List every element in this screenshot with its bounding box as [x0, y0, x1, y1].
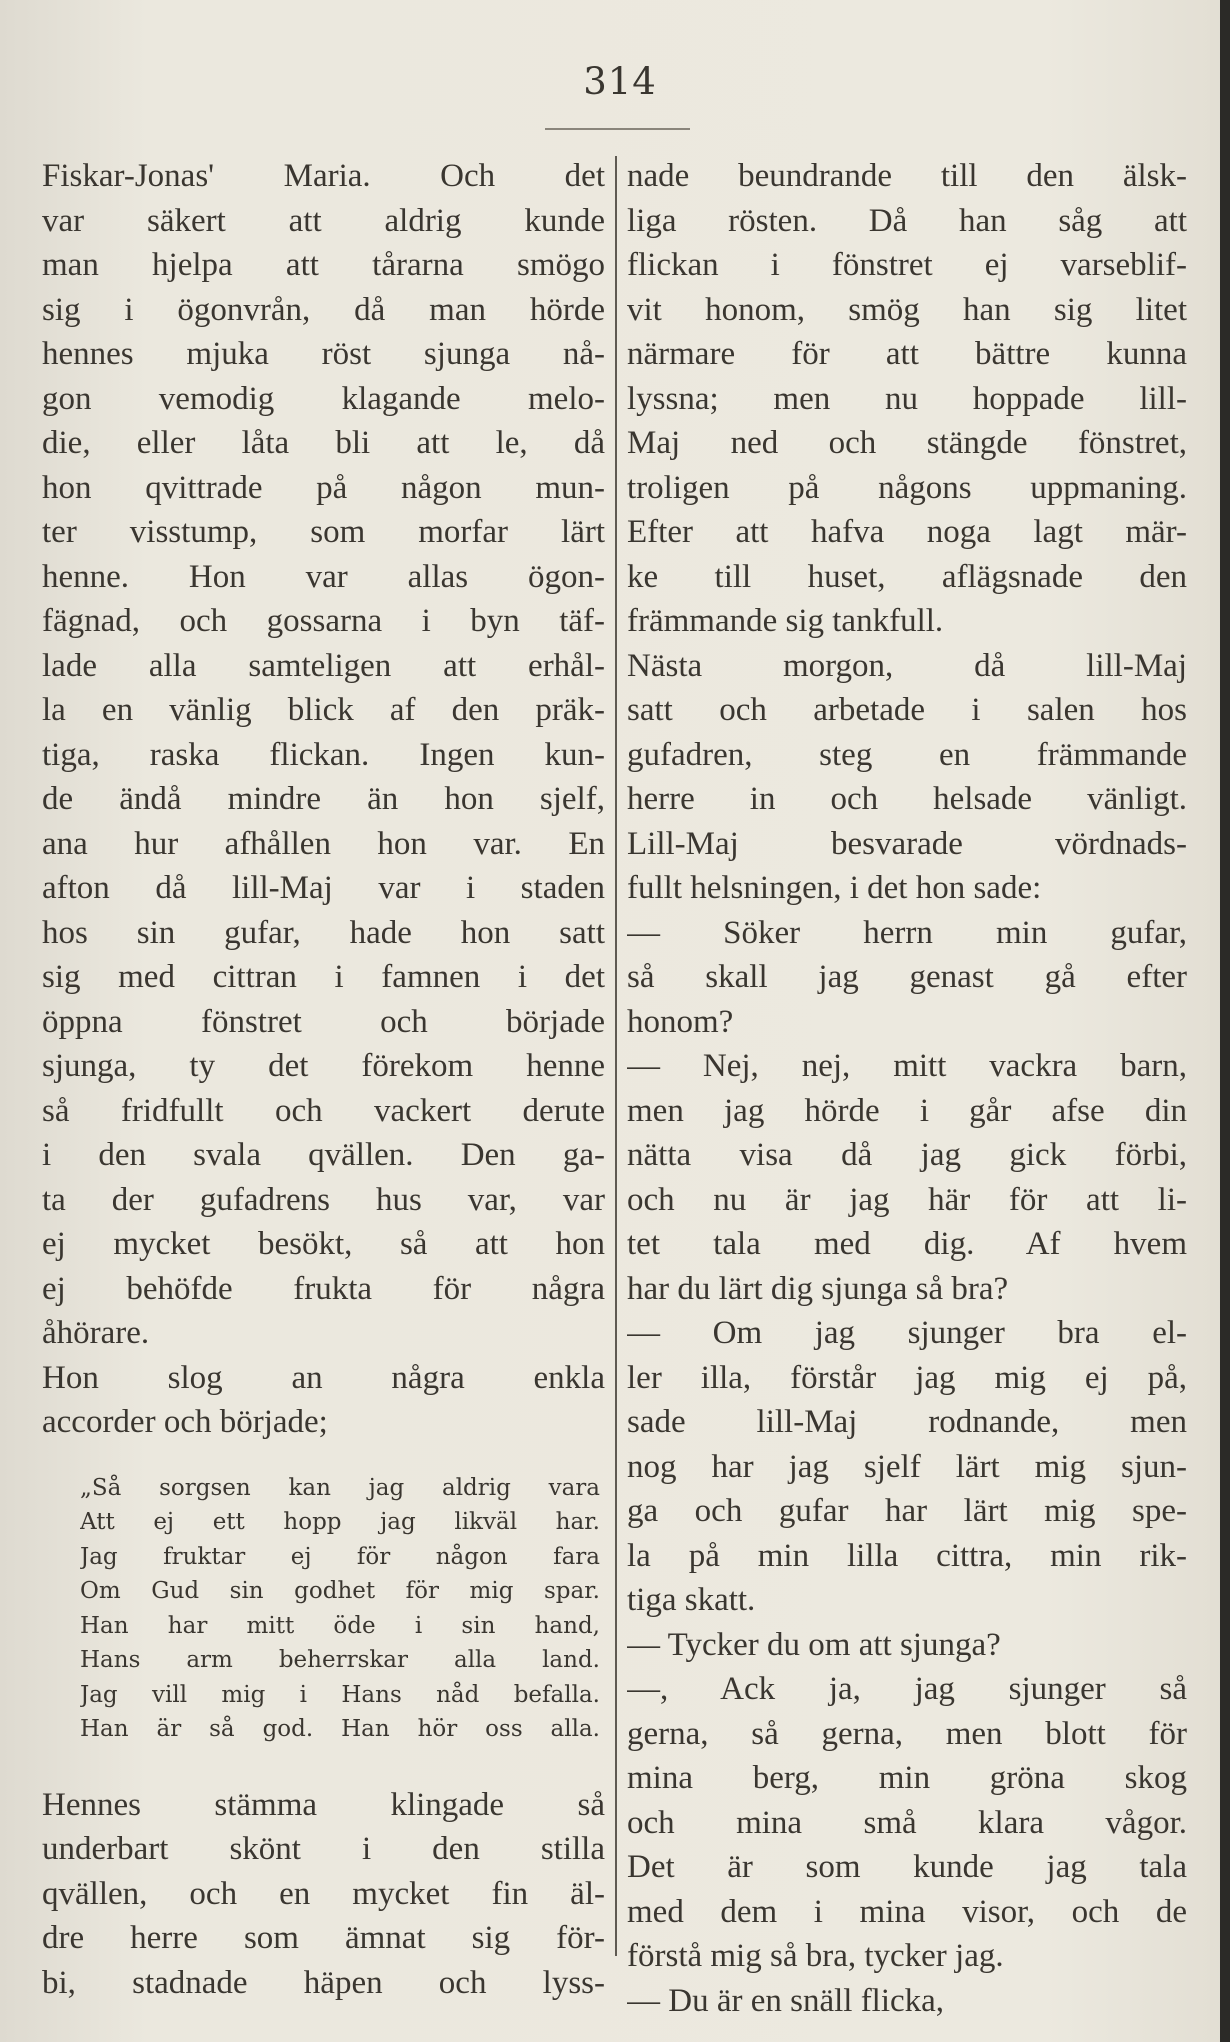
text-line: underbart skönt i den stilla: [42, 1831, 605, 1867]
left-text-after-poem: [42, 1783, 605, 2006]
text-line: Nästa morgon, då lill-Maj: [627, 647, 1187, 684]
text-line: tiga skatt.: [627, 1582, 756, 1618]
poem-line: Han är så god. Han hör oss alla.: [80, 1716, 600, 1742]
text-line: i den svala qvällen. Den ga-: [42, 1137, 605, 1173]
poem-line: Han har mitt öde i sin hand,: [80, 1612, 600, 1639]
text-line: flickan i fönstret ej varseblif-: [627, 247, 1187, 283]
text-line: Det är som kunde jag tala: [627, 1849, 1187, 1885]
poem: [80, 1471, 600, 1747]
text-line: vit honom, smög han sig litet: [627, 291, 1187, 328]
page-edge: [1220, 0, 1230, 2042]
column-divider: [615, 156, 617, 1956]
poem-line: Om Gud sin godhet för mig spar.: [80, 1578, 600, 1604]
text-line: öppna fönstret och började: [42, 1003, 605, 1040]
text-line: främmande sig tankfull.: [627, 603, 944, 639]
text-line: med dem i mina visor, och de: [627, 1893, 1187, 1930]
text-line: — Söker herrn min gufar,: [627, 914, 1187, 951]
text-line: gerna, så gerna, men blott för: [627, 1715, 1187, 1752]
left-text-before-poem: [42, 154, 605, 1445]
text-line: — Tycker du om att sjunga?: [627, 1626, 1001, 1663]
text-line: förstå mig så bra, tycker jag.: [627, 1938, 1004, 1974]
text-line: har du lärt dig sjunga så bra?: [627, 1270, 1009, 1307]
text-line: nätta visa då jag gick förbi,: [627, 1137, 1187, 1173]
text-line: liga rösten. Då han såg att: [627, 202, 1187, 239]
text-line: så fridfullt och vackert derute: [42, 1092, 605, 1129]
text-line: fullt helsningen, i det hon sade:: [627, 870, 1042, 906]
text-line: närmare för att bättre kunna: [627, 336, 1187, 372]
text-line: henne. Hon var allas ögon-: [42, 558, 605, 595]
text-line: ke till huset, aflägsnade den: [627, 558, 1187, 595]
text-line: sade lill-Maj rodnande, men: [627, 1404, 1187, 1440]
text-line: de ändå mindre än hon sjelf,: [42, 781, 605, 817]
text-line: ga och gufar har lärt mig spe-: [627, 1493, 1187, 1529]
text-line: ana hur afhållen hon var. En: [42, 825, 605, 862]
text-line: Hennes stämma klingade så: [42, 1786, 605, 1823]
text-line: man hjelpa att tårarna smögo: [42, 247, 605, 283]
text-line: satt och arbetade i salen hos: [627, 692, 1187, 728]
text-line: honom?: [627, 1003, 734, 1040]
text-line: — Om jag sjunger bra el-: [627, 1315, 1187, 1351]
text-line: mina berg, min gröna skog: [627, 1760, 1187, 1796]
text-line: var säkert att aldrig kunde: [42, 202, 605, 239]
page-number: 314: [583, 60, 657, 103]
poem-line: Jag fruktar ej för någon fara: [80, 1543, 600, 1570]
text-line: Maj ned och stängde fönstret,: [627, 425, 1187, 461]
text-line: och nu är jag här för att li-: [627, 1181, 1187, 1218]
left-column: [42, 154, 605, 2005]
text-line: —, Ack ja, jag sjunger så: [627, 1671, 1187, 1707]
text-line: lyssna; men nu hoppade lill-: [627, 380, 1187, 417]
text-line: så skall jag genast gå efter: [627, 959, 1187, 995]
text-line: troligen på någons uppmaning.: [627, 469, 1187, 506]
text-line: och mina små klara vågor.: [627, 1804, 1187, 1841]
right-column: [627, 154, 1187, 2023]
text-line: accorder och började;: [42, 1404, 328, 1440]
text-line: — Nej, nej, mitt vackra barn,: [627, 1048, 1187, 1084]
text-line: ta der gufadrens hus var, var: [42, 1181, 605, 1218]
text-line: qvällen, och en mycket fin äl-: [42, 1875, 605, 1912]
poem-line: Hans arm beherrskar alla land.: [80, 1647, 600, 1673]
text-line: tet tala med dig. Af hvem: [627, 1226, 1187, 1262]
text-line: la en vänlig blick af den präk-: [42, 692, 605, 728]
text-line: Fiskar-Jonas' Maria. Och det: [42, 158, 605, 194]
text-line: afton då lill-Maj var i staden: [42, 870, 605, 906]
text-line: åhörare.: [42, 1315, 150, 1351]
text-line: Hon slog an några enkla: [42, 1359, 605, 1396]
text-line: lade alla samteligen att erhål-: [42, 647, 605, 684]
right-text: [627, 154, 1187, 2023]
text-line: nade beundrande till den älsk-: [627, 158, 1187, 194]
text-line: — Du är en snäll flicka,: [627, 1982, 945, 2019]
text-line: ler illa, förstår jag mig ej på,: [627, 1359, 1187, 1396]
text-line: fägnad, och gossarna i byn täf-: [42, 603, 605, 639]
text-line: bi, stadnade häpen och lyss-: [42, 1964, 605, 2001]
text-line: herre in och helsade vänligt.: [627, 781, 1187, 817]
text-line: tiga, raska flickan. Ingen kun-: [42, 736, 605, 773]
text-line: ej mycket besökt, så att hon: [42, 1226, 605, 1262]
text-line: die, eller låta bli att le, då: [42, 425, 605, 461]
text-line: sjunga, ty det förekom henne: [42, 1048, 605, 1084]
poem-line: Jag vill mig i Hans nåd befalla.: [80, 1681, 600, 1708]
text-line: la på min lilla cittra, min rik-: [627, 1537, 1187, 1574]
text-line: Lill-Maj besvarade vördnads-: [627, 825, 1187, 862]
poem-line: Att ej ett hopp jag likväl har.: [80, 1509, 600, 1535]
text-line: sig i ögonvrån, då man hörde: [42, 291, 605, 328]
text-line: Efter att hafva noga lagt mär-: [627, 514, 1187, 550]
poem-line: „Så sorgsen kan jag aldrig vara: [80, 1474, 600, 1501]
text-line: men jag hörde i går afse din: [627, 1092, 1187, 1129]
text-line: gufadren, steg en främmande: [627, 736, 1187, 773]
text-line: hos sin gufar, hade hon satt: [42, 914, 605, 951]
text-line: gon vemodig klagande melo-: [42, 380, 605, 417]
text-line: dre herre som ämnat sig för-: [42, 1920, 605, 1956]
text-line: sig med cittran i famnen i det: [42, 959, 605, 995]
text-line: ej behöfde frukta för några: [42, 1270, 605, 1307]
header-rule: [545, 128, 690, 130]
text-line: hon qvittrade på någon mun-: [42, 469, 605, 506]
text-line: ter visstump, som morfar lärt: [42, 514, 605, 550]
text-line: nog har jag sjelf lärt mig sjun-: [627, 1448, 1187, 1485]
text-line: hennes mjuka röst sjunga nå-: [42, 336, 605, 372]
